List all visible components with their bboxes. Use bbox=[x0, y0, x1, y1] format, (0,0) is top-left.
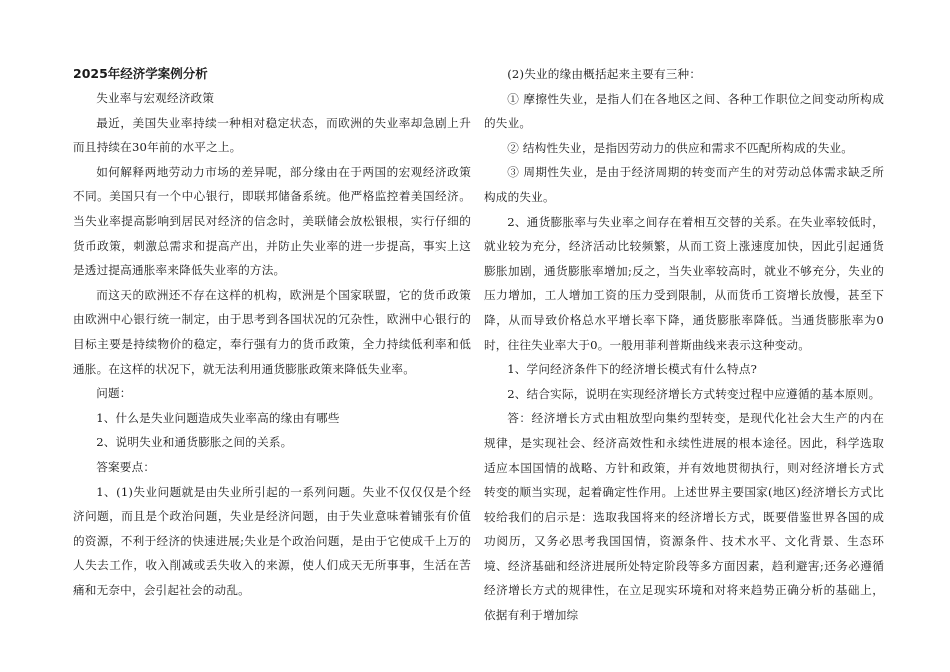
paragraph: 答：经济增长方式由粗放型向集约型转变，是现代化社会大生产的内在规律，是实现社会、经济高效性和永续性进展的根本途径。因此，科学选取适应本国国情的战略、方针和政策，并有效地贯彻执行，则对经济增长方式转变的顺当实现，起着确定性作用。上述世界主要国家(地区)经济增长方式比较给我们的启示是：选取我国将来的经济增长方式，既要借鉴世界各国的成功阅历，又务必思考我国国情，资源条件、技术水平、文化背景、生态环境、经济基础和经济进展所处特定阶段等多方面因素，趋利避害;还务必遵循经济增长方式的规律性，在立足现实环境和对将来趋势正确分析的基础上，依据有利于增加综 bbox=[484, 411, 884, 623]
paragraph: 最近，美国失业率持续一种相对稳定状态，而欧洲的失业率却急剧上升而且持续在30年前的水平之上。 bbox=[73, 115, 471, 155]
list-item: ① 摩擦性失业，是指人们在各地区之间、各种工作职位之间变动所构成的失业。 bbox=[484, 91, 884, 131]
paragraph: 而这天的欧洲还不存在这样的机构，欧洲是个国家联盟，它的货币政策由欧洲中心银行统一制定，由于思考到各国状况的冗杂性，欧洲中心银行的目标主要是持续物价的稳定，奉行强有力的货币政策，全力持续低利率和低通胀。在这样的状况下，就无法利用通货膨胀政策来降低失业率。 bbox=[73, 287, 471, 376]
question-item: 2、说明失业和通货膨胀之间的关系。 bbox=[96, 435, 293, 450]
list-item: ③ 周期性失业，是由于经济周期的转变而产生的对劳动总体需求缺乏所构成的失业。 bbox=[484, 165, 884, 204]
right-column bbox=[484, 62, 884, 628]
question-item: 1、什么是失业问题造成失业率高的缘由有哪些 bbox=[96, 410, 340, 425]
left-column bbox=[73, 62, 471, 602]
paragraph: (2)失业的缘由概括起来主要有三种： bbox=[507, 67, 702, 81]
paragraph: 2、通货膨胀率与失业率之间存在着相互交替的关系。在失业率较低时，就业较为充分，经济活动比较频繁，从而工资上涨速度加快，因此引起通货膨胀加剧，通货膨胀率增加;反之，当失业率较高时，就业不够充分，失业的压力增加，工人增加工资的压力受到限制，从而货币工资增长放慢，甚至下降，从而导致价格总水平增长率下降，通货膨胀率降低。当通货膨胀率为0时，往往失业率大于0。一般用菲利普斯曲线来表示这种变动。 bbox=[484, 214, 884, 352]
section-heading: 失业率与宏观经济政策 bbox=[96, 91, 215, 105]
paragraph: 1、(1)失业问题就是由失业所引起的一系列问题。失业不仅仅仅是个经济问题，而且是个政治问题，失业是经济问题，由于失业意味着铺张有价值的资源，不利于经济的快速进展;失业是个政治问题，是由于它使成千上万的人失去工作，收入削减或丢失收入的来源，使人们成天无所事事，生活在苦痛和无奈中，会引起社会的动乱。 bbox=[73, 484, 471, 597]
question-item: 1、学问经济条件下的经济增长模式有什么特点? bbox=[507, 362, 758, 377]
list-item: ② 结构性失业，是指因劳动力的供应和需求不匹配所构成的失业。 bbox=[507, 140, 854, 155]
paragraph: 如何解释两地劳动力市场的差异呢，部分缘由在于两国的宏观经济政策不同。美国只有一个中心银行，即联邦储备系统。他严格监控着美国经济。当失业率提高影响到居民对经济的信念时，美联储会放松银根，实行仔细的货币政策，刺激总需求和提高产出，并防止失业率的进一步提高，事实上这是透过提高通胀率来降低失业率的方法。 bbox=[73, 164, 471, 278]
question-item: 2、结合实际，说明在实现经济增长方式转变过程中应遵循的基本原则。 bbox=[507, 386, 881, 401]
document-title: 2025年经济学案例分析 bbox=[73, 66, 208, 81]
questions-label: 问题： bbox=[96, 386, 132, 401]
answers-label: 答案要点： bbox=[96, 459, 156, 474]
